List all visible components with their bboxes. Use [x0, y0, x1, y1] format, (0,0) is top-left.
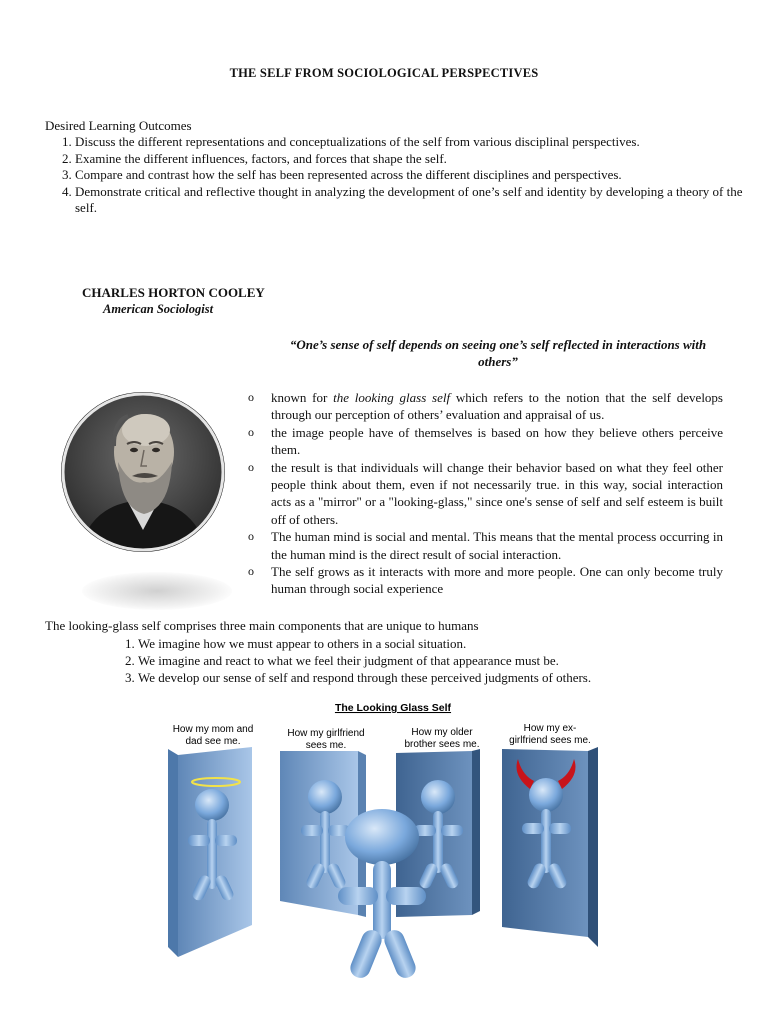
bullet-marker: o — [248, 459, 254, 474]
portrait-shadow — [82, 572, 232, 610]
looking-glass-diagram — [160, 697, 610, 997]
list-item — [248, 528, 723, 563]
bullet-text: which refers to the notion that the self develops through our perception of others’ evaluation and appraisal of us. — [271, 390, 723, 423]
outcome-item: 4. Demonstrate critical and reflective thought in analyzing the development of one’s self and identity by developing a theory of the self. — [75, 184, 765, 217]
outcome-item: 2. Examine the different influences, factors, and forces that shape the self. — [75, 151, 765, 168]
front-figure — [338, 809, 426, 981]
outcome-item: 1. Discuss the different representations and conceptualizations of the self from various disciplinal perspectives. — [75, 134, 765, 151]
cooley-bullets — [248, 389, 723, 598]
label-girlfriend-line1: How my girlfriend — [287, 728, 365, 739]
bullet-text: The human mind is social and mental. This means that the mental process occurring in the human mind is the direct result of social interaction. — [271, 529, 723, 562]
component-item: 3. We develop our sense of self and respond through these perceived judgments of others. — [138, 669, 591, 686]
components-list — [122, 635, 591, 686]
list-item — [248, 459, 723, 529]
label-mom-dad-line2: dad see me. — [185, 736, 241, 747]
list-item — [248, 424, 723, 459]
bullet-marker: o — [248, 390, 254, 404]
list-item — [248, 389, 723, 424]
label-girlfriend-line2: sees me. — [305, 740, 347, 751]
outcomes-heading: Desired Learning Outcomes — [45, 118, 192, 133]
label-ex-girlfriend-line2: girlfriend sees me. — [509, 735, 591, 746]
mirror-ex-girlfriend — [502, 747, 598, 947]
looking-glass-intro: The looking-glass self comprises three main components that are unique to humans — [45, 618, 479, 633]
outcome-item: 3. Compare and contrast how the self has been represented across the different disciplines and perspectives. — [75, 167, 765, 184]
bullet-text: The self grows as it interacts with more and more people. One can only become truly human through social experience — [271, 564, 723, 597]
cooley-role: American Sociologist — [103, 302, 214, 316]
bullet-marker: o — [248, 564, 254, 579]
bullet-marker: o — [248, 424, 254, 439]
label-brother-line2: brother sees me. — [404, 739, 480, 750]
bullet-text: the image people have of themselves is based on how they believe others perceive them. — [271, 424, 723, 458]
cooley-quote: “One’s sense of self depends on seeing one’s self reflected in interactions with others” — [289, 337, 707, 369]
cooley-portrait — [58, 390, 228, 555]
bullet-text: the result is that individuals will change their behavior based on what they feel other people think about them, even if not necessarily true. in this way, social interaction acts as a "mirror" or a "looking-glass," since one's sense of self and self esteem is built off of others. — [271, 459, 723, 527]
page-title: THE SELF FROM SOCIOLOGICAL PERSPECTIVES — [229, 66, 539, 80]
list-item — [248, 563, 723, 598]
bullet-marker: o — [248, 529, 254, 544]
component-item: 2. We imagine and react to what we feel their judgment of that appearance must be. — [138, 652, 591, 669]
label-mom-dad-line1: How my mom and — [172, 724, 254, 735]
cooley-name: CHARLES HORTON COOLEY — [82, 285, 265, 300]
outcomes-list — [45, 134, 765, 217]
bullet-emphasis: the looking glass self — [333, 390, 451, 405]
label-ex-girlfriend-line1: How my ex- — [523, 723, 577, 734]
mirror-mom-dad — [168, 747, 252, 957]
component-item: 1. We imagine how we must appear to others in a social situation. — [138, 635, 591, 652]
diagram-title: The Looking Glass Self — [334, 702, 452, 714]
bullet-text: known for — [271, 390, 334, 405]
label-brother-line1: How my older — [411, 727, 473, 738]
